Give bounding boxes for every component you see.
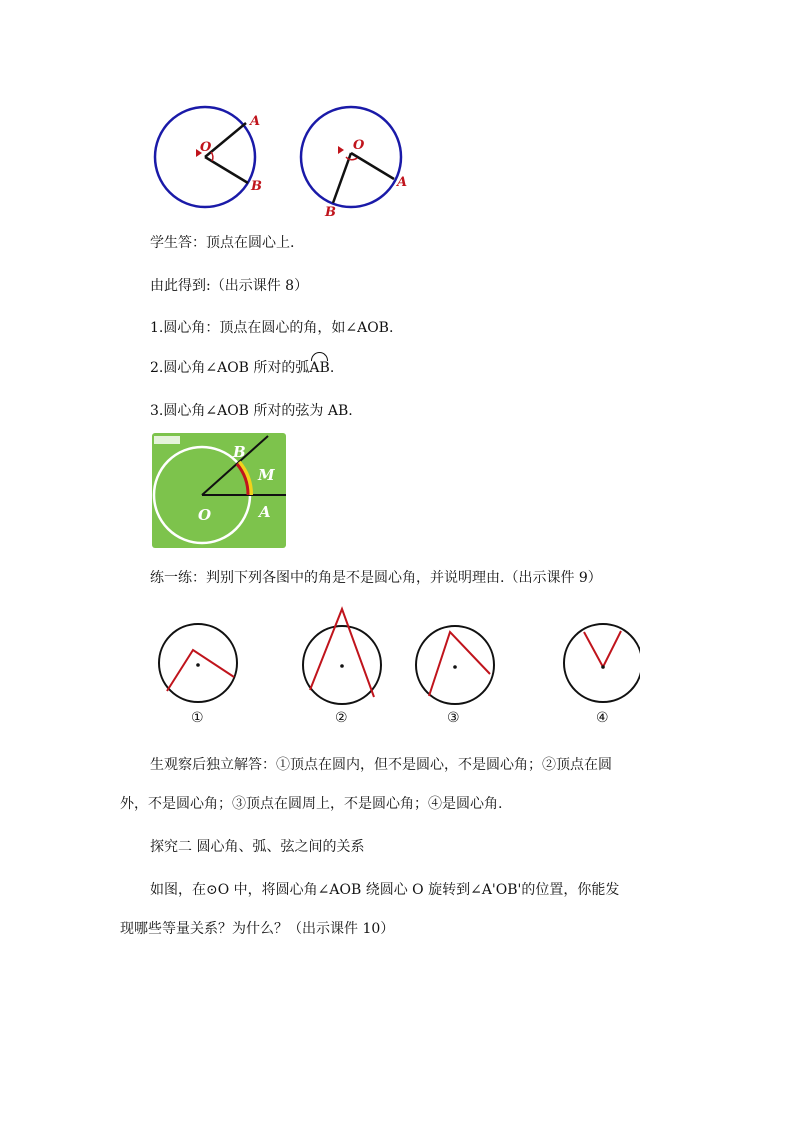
slide-label-a: A <box>259 503 271 521</box>
student-answer-paragraph <box>120 755 680 814</box>
label-circle-2: ② <box>335 710 348 726</box>
right-circle-diagram <box>301 107 407 220</box>
definition-1: 1.圆心角：顶点在圆心的角，如∠AOB. <box>150 320 394 336</box>
derive-line: 由此得到:（出示课件 8） <box>150 278 309 294</box>
left-label-b: B <box>251 179 262 194</box>
slide-corner-mark <box>154 436 180 444</box>
student-answer: 学生答：顶点在圆心上. <box>150 235 295 251</box>
right-center-marker <box>338 146 344 154</box>
definition-2-text: 2.圆心角∠AOB 所对的弧 <box>150 360 310 376</box>
left-circle-diagram <box>155 107 262 207</box>
left-radius-ob <box>205 157 248 183</box>
practice-circle-4 <box>564 624 640 726</box>
practice-circle-2 <box>303 609 381 726</box>
explore-heading: 探究二 圆心角、弧、弦之间的关系 <box>150 839 365 855</box>
arc-ab: AB <box>309 360 330 376</box>
right-radius-oa <box>351 153 394 179</box>
practice-circle-1 <box>159 624 237 726</box>
practice-circle-3 <box>416 626 494 726</box>
left-label-a: A <box>250 114 261 129</box>
slide-label-o: O <box>198 506 212 524</box>
label-circle-1: ① <box>191 710 204 726</box>
answer-line-2: 外，不是圆心角；③顶点在圆周上，不是圆心角；④是圆心角. <box>120 796 503 812</box>
slide-label-b: B <box>233 443 246 461</box>
slide-label-m: M <box>258 466 275 484</box>
question-line-2: 现哪些等量关系？为什么？（出示课件 10） <box>120 921 395 937</box>
question-line-1: 如图，在⊙O 中，将圆心角∠AOB 绕圆心 O 旋转到∠A'OB'的位置，你能发 <box>150 882 620 898</box>
right-label-b: B <box>325 205 336 220</box>
right-angle-mark <box>346 157 357 160</box>
left-label-o: O <box>200 140 212 155</box>
right-label-a: A <box>397 175 408 190</box>
answer-line-1: 生观察后独立解答：①顶点在圆内，但不是圆心，不是圆心角；②顶点在圆 <box>150 757 612 773</box>
right-circle <box>301 107 401 207</box>
label-circle-4: ④ <box>596 710 609 726</box>
label-circle-3: ③ <box>447 710 460 726</box>
definition-3: 3.圆心角∠AOB 所对的弦为 AB. <box>150 403 353 419</box>
practice-prompt: 练一练：判别下列各图中的角是不是圆心角，并说明理由.（出示课件 9） <box>150 570 602 586</box>
figure-central-angle-examples <box>140 95 430 225</box>
question-paragraph <box>120 880 680 939</box>
right-radius-ob <box>333 153 351 203</box>
definition-2 <box>150 358 334 378</box>
figure-practice-circles <box>150 605 640 730</box>
figure-green-slide <box>152 433 286 548</box>
right-label-o: O <box>353 138 365 153</box>
definition-2-end: . <box>329 360 335 376</box>
